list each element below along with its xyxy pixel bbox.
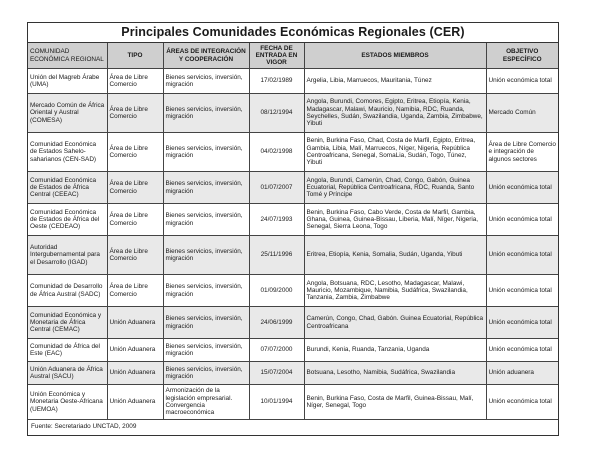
header-comunidad: COMUNIDAD ECONÓMICA REGIONAL: [28, 43, 107, 69]
cell-comunidad: Comunidad Económica de Estados de África Central (CEEAC): [28, 172, 107, 204]
cell-objetivo: Área de Libre Comercio e integración de algunos sectores: [486, 133, 558, 172]
header-areas: ÁREAS DE INTEGRACIÓN Y COOPERACIÓN: [163, 43, 249, 69]
cell-areas: Bienes servicios, inversión, migración: [163, 307, 249, 339]
cell-fecha: 07/07/2000: [249, 339, 304, 362]
cell-objetivo: Unión económica total: [486, 275, 558, 307]
cell-tipo: Área de Libre Comercio: [107, 172, 163, 204]
cell-estados: Eritrea, Etiopía, Kenia, Somalia, Sudán, Uganda, Yibuti: [304, 236, 486, 275]
cell-objetivo: Unión económica total: [486, 69, 558, 94]
cell-estados: Botsuana, Lesotho, Namibia, Sudáfrica, Swazilandia: [304, 362, 486, 385]
cell-tipo: Área de Libre Comercio: [107, 94, 163, 133]
cell-fecha: 08/12/1994: [249, 94, 304, 133]
cell-tipo: Unión Aduanera: [107, 362, 163, 385]
cell-objetivo: Unión económica total: [486, 172, 558, 204]
cell-estados: Benin, Burkina Faso, Chad, Costa de Marfil, Egipto, Eritrea, Gambia, Libia, Malí, Marruecos, Níger, Nigeria, República Centroafricana, Senegal, SomaLia, Sudán, Togo, Túnez, Yibuti: [304, 133, 486, 172]
cell-fecha: 10/01/1994: [249, 385, 304, 420]
cell-comunidad: Comunidad Económica y Monetaria de África Central (CEMAC): [28, 307, 107, 339]
header-tipo: TIPO: [107, 43, 163, 69]
table-row: [28, 275, 558, 307]
header-row: [28, 43, 558, 69]
cell-tipo: Unión Aduanera: [107, 385, 163, 420]
cell-fecha: 01/07/2007: [249, 172, 304, 204]
cell-objetivo: Unión económica total: [486, 339, 558, 362]
cell-fecha: 24/07/1993: [249, 204, 304, 236]
cell-estados: Benin, Burkina Faso, Costa de Marfil, Guinea-Bissau, Malí, Níger, Senegal, Togo: [304, 385, 486, 420]
header-fecha: FECHA DE ENTRADA EN VIGOR: [249, 43, 304, 69]
cell-comunidad: Unión Aduanera de África Austral (SACU): [28, 362, 107, 385]
cell-estados: Burundi, Kenia, Ruanda, Tanzania, Uganda: [304, 339, 486, 362]
cell-objetivo: Unión aduanera: [486, 362, 558, 385]
cell-areas: Bienes servicios, inversión, migración: [163, 133, 249, 172]
cell-fecha: 17/02/1989: [249, 69, 304, 94]
cell-estados: Angola, Burundi, Comores, Egipto, Eritrea, Etiopía, Kenia, Madagascar, Malawi, Mauricio, Namibia, RDC, Ruanda, Seychelles, Sudán, Swazilandia, Uganda, Zambia, Zimbabwe, Yibuti: [304, 94, 486, 133]
cell-comunidad: Autoridad Intergubernamental para el Desarrollo (IGAD): [28, 236, 107, 275]
cell-objetivo: Unión económica total: [486, 236, 558, 275]
cell-areas: Bienes servicios, inversión, migración: [163, 172, 249, 204]
cell-tipo: Área de Libre Comercio: [107, 133, 163, 172]
cell-comunidad: Comunidad Económica de Estados de África del Oeste (CEDEAO): [28, 204, 107, 236]
table-row: [28, 339, 558, 362]
cer-table: [28, 43, 558, 420]
table-body: [28, 69, 558, 420]
cell-objetivo: Unión económica total: [486, 204, 558, 236]
cell-estados: Camerún, Congo, Chad, Gabón. Guinea Ecuatorial, República Centroafricana: [304, 307, 486, 339]
cell-objetivo: Unión económica total: [486, 385, 558, 420]
table-title: Principales Comunidades Económicas Regionales (CER): [28, 23, 558, 43]
cell-areas: Armonización de la legislación empresarial. Convergencia macroeconómica: [163, 385, 249, 420]
table-row: [28, 204, 558, 236]
table-row: [28, 362, 558, 385]
table-row: [28, 133, 558, 172]
cell-estados: Benin, Burkina Faso, Cabo Verde, Costa de Marfil, Gambia, Ghana, Guinea, Guinea-Bissau, Liberia, Malí, Níger, Nigeria, Senegal, Sierra Leona, Togo: [304, 204, 486, 236]
table-row: [28, 385, 558, 420]
cell-fecha: 15/07/2004: [249, 362, 304, 385]
cell-comunidad: Unión Económica y Monetaria Oeste-Africana (UEMOA): [28, 385, 107, 420]
cell-areas: Bienes servicios, inversión, migración: [163, 94, 249, 133]
table-row: [28, 307, 558, 339]
cell-comunidad: Comunidad de Desarrollo de África Austral (SADC): [28, 275, 107, 307]
cell-comunidad: Comunidad Económica de Estados Sahelo-saharianos (CEN-SAD): [28, 133, 107, 172]
cell-areas: Bienes servicios, inversión, migración: [163, 236, 249, 275]
cell-fecha: 24/06/1999: [249, 307, 304, 339]
cell-estados: Angola, Botsuana, RDC, Lesotho, Madagascar, Malawi, Mauricio, Mozambique, Namibia, Sudáfrica, Swazilandia, Tanzania, Zambia, Zimbabwe: [304, 275, 486, 307]
cell-comunidad: Unión del Magreb Árabe (UMA): [28, 69, 107, 94]
cell-areas: Bienes servicios, inversión, migración: [163, 339, 249, 362]
cell-areas: Bienes servicios, inversión, migración: [163, 69, 249, 94]
cell-areas: Bienes servicios, inversión, migración: [163, 362, 249, 385]
cell-tipo: Área de Libre Comercio: [107, 236, 163, 275]
table-row: [28, 236, 558, 275]
cell-fecha: 04/02/1998: [249, 133, 304, 172]
cell-objetivo: Mercado Común: [486, 94, 558, 133]
cer-table-frame: [27, 22, 559, 436]
cell-objetivo: Unión económica total: [486, 307, 558, 339]
cell-tipo: Área de Libre Comercio: [107, 69, 163, 94]
cell-estados: Angola, Burundi, Camerún, Chad, Congo, Gabón, Guinea Ecuatorial, República Centroafricana, RDC, Ruanda, Santo Tomé y Príncipe: [304, 172, 486, 204]
cell-tipo: Unión Aduanera: [107, 307, 163, 339]
header-estados: ESTADOS MIEMBROS: [304, 43, 486, 69]
cell-comunidad: Mercado Común de África Oriental y Austral (COMESA): [28, 94, 107, 133]
cell-tipo: Área de Libre Comercio: [107, 275, 163, 307]
cell-estados: Argelia, Libia, Marruecos, Mauritania, Túnez: [304, 69, 486, 94]
cell-comunidad: Comunidad de África del Este (EAC): [28, 339, 107, 362]
cell-areas: Bienes servicios, inversión, migración: [163, 204, 249, 236]
source-note: Fuente: Secretariado UNCTAD, 2009: [31, 423, 137, 430]
table-row: [28, 94, 558, 133]
cell-fecha: 25/11/1996: [249, 236, 304, 275]
cell-tipo: Área de Libre Comercio: [107, 204, 163, 236]
cell-tipo: Unión Aduanera: [107, 339, 163, 362]
header-objetivo: OBJETIVO ESPECÍFICO: [486, 43, 558, 69]
cell-areas: Bienes servicios, inversión, migración: [163, 275, 249, 307]
cell-fecha: 01/09/2000: [249, 275, 304, 307]
table-row: [28, 172, 558, 204]
table-row: [28, 69, 558, 94]
